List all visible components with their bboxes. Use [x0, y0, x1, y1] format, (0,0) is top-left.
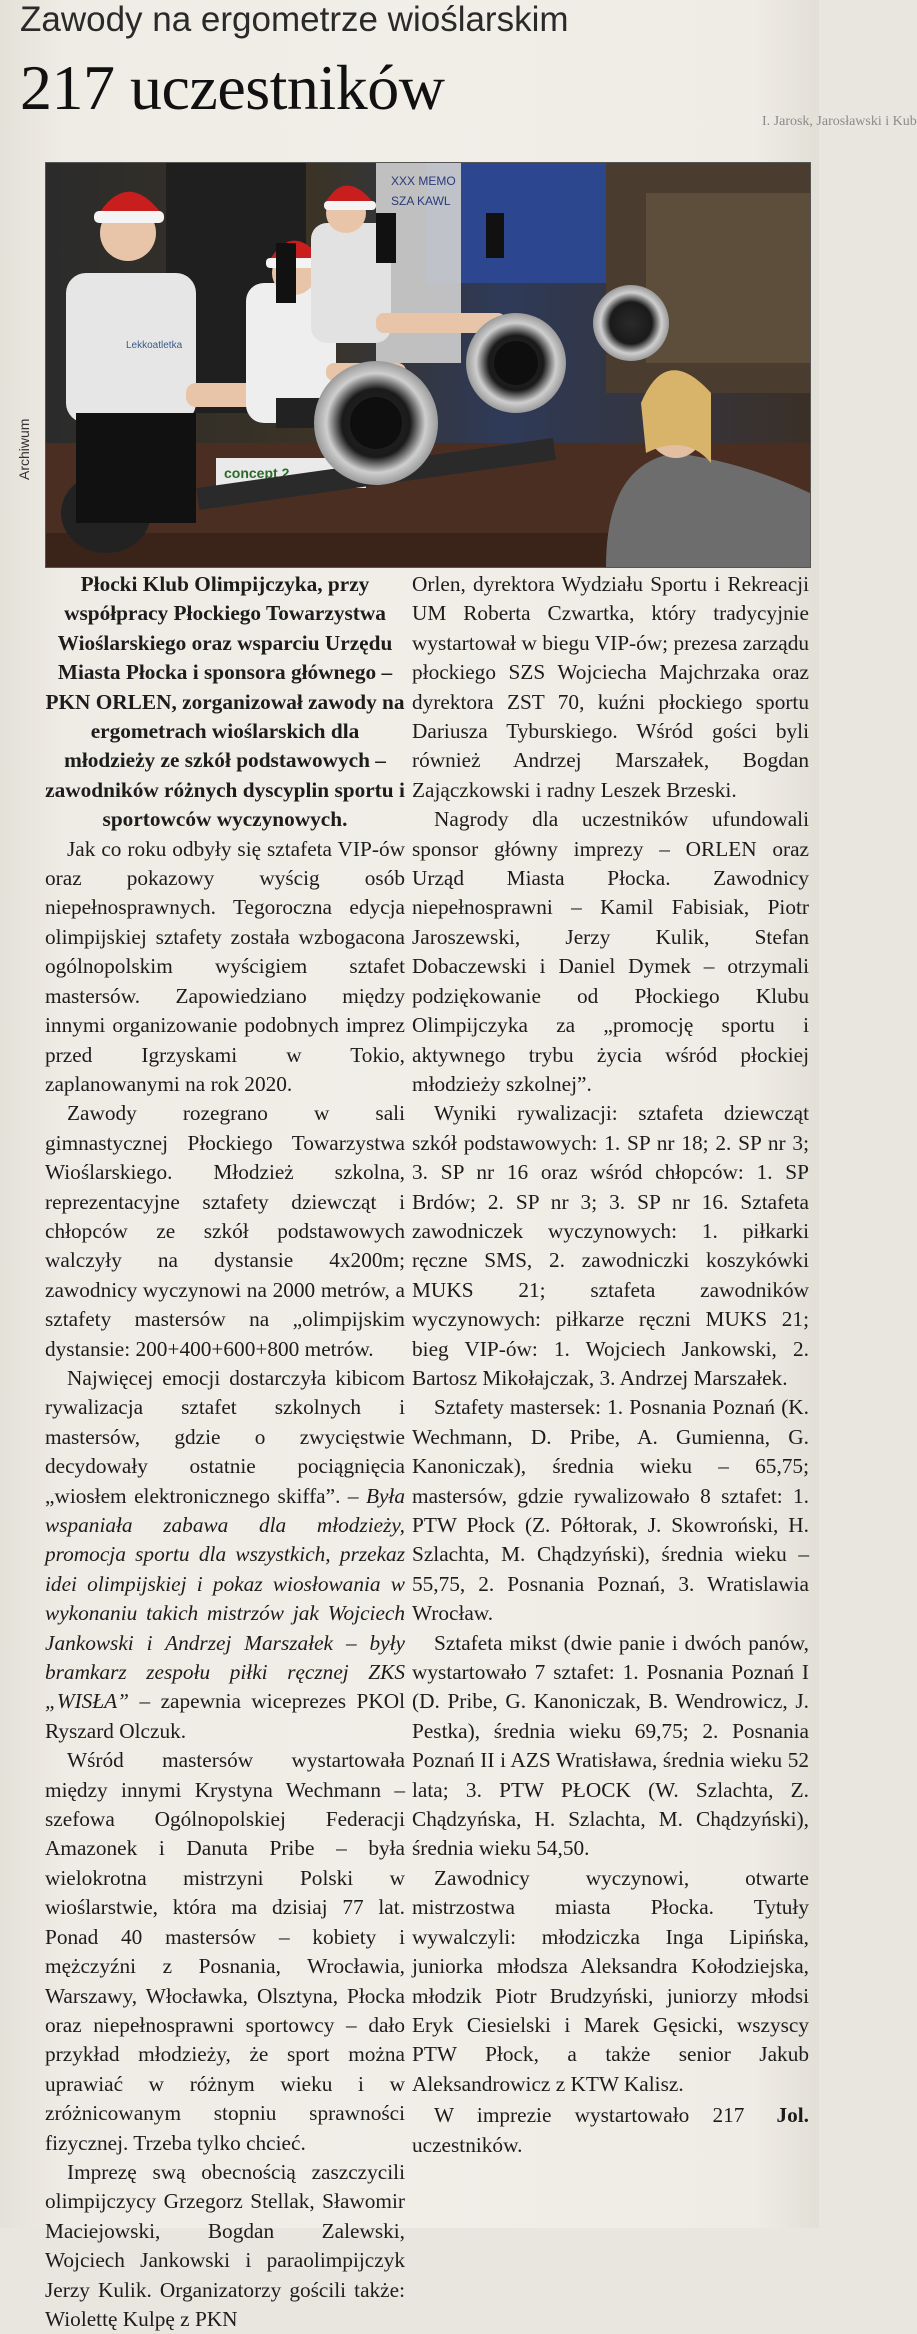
- article-lead: Płocki Klub Olimpijczyka, przy współpracy Płockiego Towarzystwa Wioślarskiego oraz wsparciu Urzędu Miasta Płocka i sponsora głównego – PKN ORLEN, zorganizował zawody na ergometrach wioślarskich dla młodzieży ze szkół podstawowych – zawodników różnych dyscyplin sportu i sportowców wyczynowych.: [45, 572, 405, 832]
- adjacent-article-fragment: I. Jarosk, Jarosławski i Kub: [762, 114, 917, 129]
- photo-credit: Archiwum: [16, 418, 32, 480]
- photo-machine-brand: concept 2: [224, 465, 290, 481]
- article-paragraph: Najwięcej emocji dostarczyła kibicom rywalizacja sztafet szkolnych i mastersów, gdzie o zwycięstwie decydowały ostatnie pociągnięcia „wiosłem elektronicznego skiffa”. – Była wspaniała zabawa dla młodzieży, promocja sportu dla wszystkich, przekaz idei olimpijskiej i pokaz wiosłowania w wykonaniu takich mistrzów jak Wojciech Jankowski i Andrzej Marszałek – były bramkarz zespołu piłki ręcznej ZKS „WISŁA” – zapewnia wiceprezes PKOl Ryszard Olczuk.: [45, 1365, 405, 1743]
- photo-banner-text: XXX MEMO: [391, 174, 456, 188]
- article-paragraph: Nagrody dla uczestników ufundowali sponsor główny imprezy – ORLEN oraz Urząd Miasta Płocka. Zawodnicy niepełnosprawni – Kamil Fabisiak, Piotr Jaroszewski, Jerzy Kulik, Stefan Dobaczewski i Daniel Dymek – otrzymali podziękowanie od Płockiego Klubu Olimpijczyka za „promocję sportu i aktywnego trybu życia wśród płockiej młodzieży szkolnej”.: [412, 807, 809, 1096]
- svg-text:SZA KAWL: SZA KAWL: [391, 194, 451, 208]
- article-paragraph: Sztafeta mikst (dwie panie i dwóch panów, wystartowało 7 sztafet: 1. Posnania Poznań I (D. Pribe, G. Kanoniczak, B. Wendrowicz, J. Pestka), średnia wieku 69,75; 2. Posnania Poznań II i AZS Wratisława, średnia wieku 52 lata; 3. PTW PŁOCK (W. Szlachta, Z. Chądzyńska, H. Szlachta, M. Chądzyński), średnia wieku 54,50.: [412, 1630, 809, 1861]
- article-paragraph: Jak co roku odbyły się sztafeta VIP-ów oraz pokazowy wyścig osób niepełnosprawnych. Tegoroczna edycja olimpijskiej sztafety została wzbogacona ogólnopolskim wyścigiem sztafet mastersów. Zapowiedziano między innymi organizowanie podobnych imprez przed Igrzyskami w Tokio, zaplanowanymi na rok 2020.: [45, 836, 405, 1096]
- article-paragraph: Imprezę swą obecnością zaszczycili olimpijczycy Grzegorz Stellak, Sławomir Maciejowski, Bogdan Zalewski, Wojciech Jankowski i paraolimpijczyk Jerzy Kulik. Organizatorzy gościli także: Wiolettę Kulpę z PKN: [45, 2159, 405, 2331]
- author-signature: Jol.: [776, 2103, 809, 2128]
- article-closing: Jol. W imprezie wystartowało 217 uczestników.: [412, 2103, 809, 2157]
- rowing-ergometer-photo: [46, 163, 810, 567]
- article-paragraph: Zawodnicy wyczynowi, otwarte mistrzostwa miasta Płocka. Tytuły wywalczyli: młodziczka Inga Lipińska, juniorka młodsza Aleksandra Kołodziejska, młodzik Piotr Brudzyński, juniorzy młodsi Eryk Ciesielski i Marek Gęsicki, wszyscy PTW Płock, a także senior Jakub Aleksandrowicz z KTW Kalisz.: [412, 1865, 809, 2096]
- quote: Była wspaniała zabawa dla młodzieży, promocja sportu dla wszystkich, przekaz idei olimpijskiej i pokaz wiosłowania w wykonaniu takich mistrzów jak Wojciech Jankowski i Andrzej Marszałek – były bramkarz zespołu piłki ręcznej ZKS „WISŁA”: [45, 1483, 405, 1714]
- article-paragraph: Wyniki rywalizacji: sztafeta dziewcząt szkół podstawowych: 1. SP nr 18; 2. SP nr 3; 3. SP nr 16 oraz wśród chłopców: 1. SP Brdów; 2. SP nr 3; 3. SP nr 16. Sztafeta zawodniczek wyczynowych: 1. piłkarki ręczne SMS, 2. zawodniczki koszykówki MUKS 21; sztafeta zawodników wyczynowych: piłkarze ręczni MUKS 21; bieg VIP-ów: 1. Wojciech Jankowski, 2. Bartosz Mikołajczak, 3. Andrzej Marszałek.: [412, 1101, 809, 1390]
- article-paragraph: Zawody rozegrano w sali gimnastycznej Płockiego Towarzystwa Wioślarskiego. Młodzież szkolna, reprezentacyjne sztafety dziewcząt i chłopców ze szkół podstawowych walczyły na dystansie 4x200m; zawodnicy wyczynowi na 2000 metrów, a sztafety mastersów na „olimpijskim dystansie: 200+400+600+800 metrów.: [45, 1101, 405, 1361]
- article-paragraph: Orlen, dyrektora Wydziału Sportu i Rekreacji UM Roberta Czwartka, który tradycyjnie wystartował w biegu VIP-ów; prezesa zarządu płockiego SZS Wojciecha Majchrzaka oraz dyrektora ZST 70, kuźni płockiego sportu Dariusza Tyburskiego. Wśród gości byli również Andrzej Marszałek, Bogdan Zajączkowski i radny Leszek Brzeski.: [412, 572, 809, 802]
- article-headline: 217 uczestników: [20, 52, 445, 123]
- article-paragraph: Wśród mastersów wystartowała między innymi Krystyna Wechmann – szefowa Ogólnopolskiej Federacji Amazonek i Danuta Pribe – była wielokrotna mistrzyni Polski w wioślarstwie, która ma dzisiaj 77 lat. Ponad 40 mastersów – kobiety i mężczyźni z Posnania, Wrocławia, Warszawy, Włocławka, Olsztyna, Płocka oraz niepełnosprawni sportowcy – dało przykład młodzieży, że sport można uprawiać w różnym wieku i w zróżnicowanym stopniu sprawności fizycznej. Trzeba tylko chcieć.: [45, 1748, 405, 2155]
- article-column-2: [412, 570, 809, 2220]
- article-photo: [45, 162, 811, 568]
- article-column-1: [45, 570, 405, 2331]
- article-paragraph: Sztafety mastersek: 1. Posnania Poznań (K. Wechmann, D. Pribe, A. Gumienna, G. Kanoniczak), średnia wieku – 65,75; mastersów, gdzie rywalizowało 8 sztafet: 1. PTW Płock (Z. Półtorak, J. Skowroński, H. Szlachta, M. Chądzyński), średnia wieku – 55,75, 2. Posnania Poznań, 3. Wratislawia Wrocław.: [412, 1395, 809, 1626]
- photo-shirt-text: Lekkoatletka: [126, 340, 183, 351]
- article-kicker: Zawody na ergometrze wioślarskim: [20, 0, 569, 39]
